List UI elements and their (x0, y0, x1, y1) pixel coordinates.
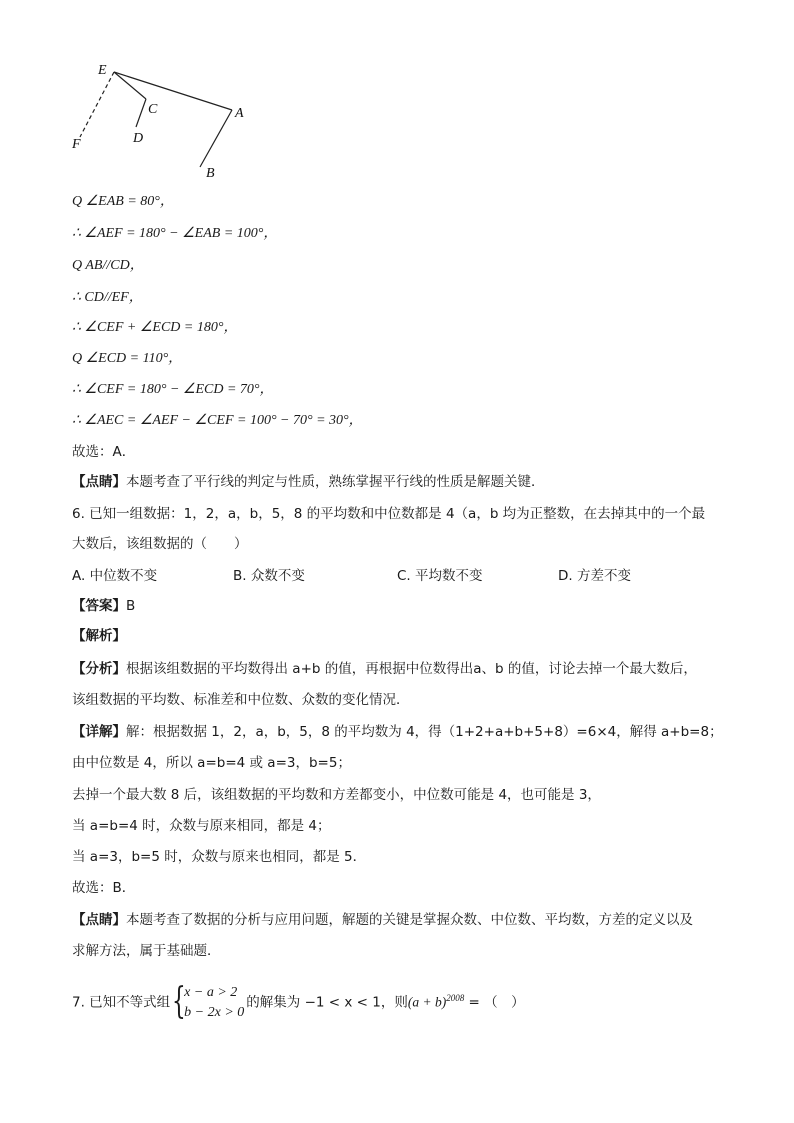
solution-step: ∴ ∠CEF = 180° − ∠ECD = 70°， (72, 382, 274, 397)
detail-line: 由中位数是 4，所以 a=b=4 或 a=3，b=5； (72, 755, 351, 771)
solution-step: Q ∠ECD = 110°， (72, 351, 183, 366)
choice-line: 故选：B． (72, 880, 136, 896)
inequality-2: b − 2x > 0 (184, 1004, 245, 1020)
fenxi-line: 该组数据的平均数、标准差和中位数、众数的变化情况． (72, 692, 410, 708)
segment-ef (80, 72, 114, 137)
analysis-tag: 【解析】 (72, 628, 126, 644)
label-c: C (148, 102, 158, 117)
detail-tag: 【详解】 (72, 724, 126, 740)
option-c: C. 平均数不变 (397, 568, 483, 584)
question-7-suffix: = （ ） (464, 994, 525, 1011)
comment-line: 求解方法，属于基础题． (72, 943, 221, 959)
segment-ab (200, 110, 232, 167)
detail-line: 去掉一个最大数 8 后，该组数据的平均数和方差都变小，中位数可能是 4，也可能是 3， (72, 787, 601, 803)
label-e: E (98, 63, 107, 78)
option-d: D. 方差不变 (558, 568, 631, 584)
label-d: D (133, 131, 144, 146)
comment-tag: 【点睛】 (72, 474, 126, 490)
answer-line (72, 596, 135, 616)
detail-line: 当 a=b=4 时，众数与原来相同，都是 4； (72, 818, 331, 834)
exponent: 2008 (446, 993, 465, 1003)
label-a: A (235, 106, 244, 121)
comment-tag: 【点睛】 (72, 912, 126, 928)
label-b: B (206, 166, 215, 181)
comment-line (72, 910, 693, 930)
detail-text: 解：根据数据 1，2，a，b，5，8 的平均数为 4，得（1+2+a+b+5+8）=6×4，解得 a+b=8； (126, 724, 723, 740)
question-7-prefix: 7. 已知不等式组 (72, 994, 171, 1011)
fenxi-text: 根据该组数据的平均数得出 a+b 的值，再根据中位数得出a、b 的值，讨论去掉一个最大数后， (126, 661, 697, 677)
expression: (a + b) (407, 994, 447, 1010)
question-stem: 大数后，该组数据的（ ） (72, 536, 248, 552)
fenxi-tag: 【分析】 (72, 661, 126, 677)
solution-step: ∴ ∠AEC = ∠AEF − ∠CEF = 100° − 70° = 30°， (72, 413, 363, 428)
inequality-1: x − a > 2 (184, 984, 238, 1000)
brace-icon: { (172, 980, 186, 1022)
comment-line (72, 472, 545, 492)
segment-ec (114, 72, 146, 99)
solution-step: Q AB//CD， (72, 258, 144, 273)
comment-text: 本题考查了平行线的判定与性质，熟练掌握平行线的性质是解题关键． (126, 474, 545, 490)
label-f: F (72, 137, 81, 152)
fenxi-line (72, 659, 697, 679)
solution-step: ∴ ∠AEF = 180° − ∠EAB = 100°， (72, 226, 278, 241)
answer-tag: 【答案】 (72, 598, 126, 614)
detail-line (72, 722, 723, 742)
solution-step: ∴ CD//EF， (72, 290, 143, 305)
option-a: A. 中位数不变 (72, 568, 158, 584)
inequality-system (172, 980, 245, 1023)
comment-text: 本题考查了数据的分析与应用问题，解题的关键是掌握众数、中位数、平均数，方差的定义以及 (126, 912, 693, 928)
solution-step: ∴ ∠CEF + ∠ECD = 180°， (72, 320, 238, 335)
segment-ea (114, 72, 232, 110)
answer-value: B (126, 598, 136, 614)
option-b: B. 众数不变 (233, 568, 305, 584)
question-7-stem (72, 976, 525, 1025)
solution-step: Q ∠EAB = 80°， (72, 194, 174, 209)
question-stem: 6. 已知一组数据：1，2，a，b，5，8 的平均数和中位数都是 4（a，b 均为正整数，在去掉其中的一个最 (72, 506, 706, 522)
detail-line: 当 a=3，b=5 时，众数与原来也相同，都是 5． (72, 849, 367, 865)
geometry-figure (60, 55, 290, 190)
choice-line: 故选：A． (72, 444, 136, 460)
segment-cd (136, 99, 146, 127)
question-7-middle: 的解集为 −1 < x < 1，则 (246, 994, 408, 1011)
